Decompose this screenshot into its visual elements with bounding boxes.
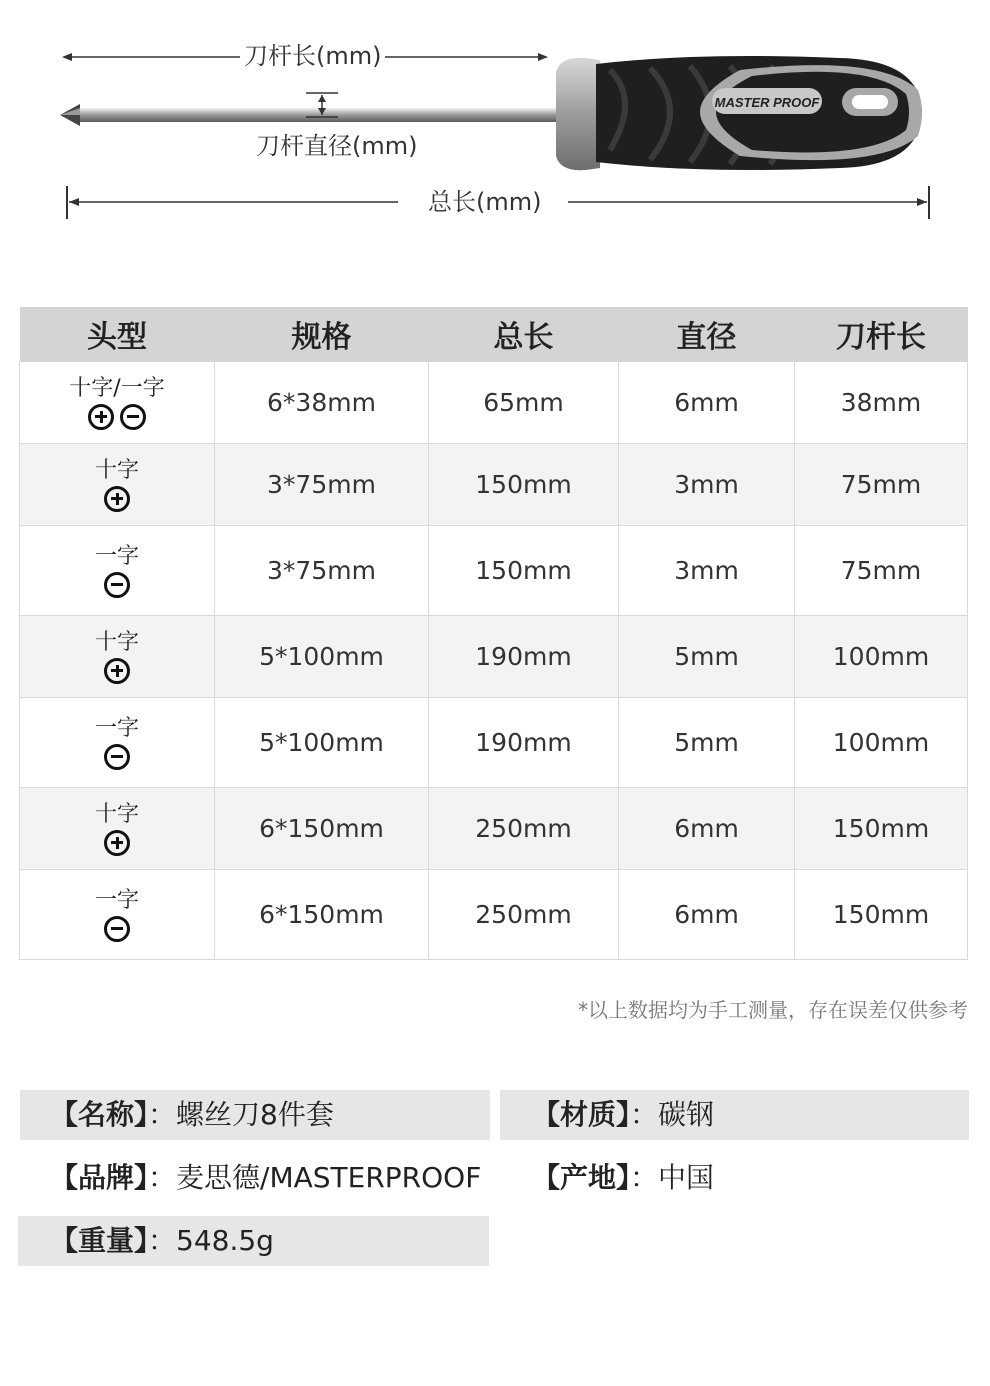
diameter-cell: 5mm (619, 616, 795, 698)
brand-key: 【品牌】 (50, 1161, 149, 1194)
measurement-note: *以上数据均为手工测量，存在误差仅供参考 (578, 998, 968, 1022)
blade-length-cell: 75mm (795, 526, 968, 616)
spec-cell: 6*38mm (215, 362, 429, 444)
name-value: ：螺丝刀8件套 (148, 1098, 334, 1131)
diameter-cell: 6mm (619, 788, 795, 870)
name-key: 【名称】 (50, 1098, 149, 1131)
total-length-cell: 65mm (429, 362, 619, 444)
diameter-cell: 5mm (619, 698, 795, 788)
header-head-type: 头型 (20, 307, 215, 362)
blade-length-cell: 150mm (795, 788, 968, 870)
info-name (50, 1090, 334, 1140)
total-length-cell: 190mm (429, 616, 619, 698)
slotted-icon (104, 916, 130, 942)
brand-logo: MASTER PROOF (714, 95, 820, 110)
blade-diameter-label: 刀杆直径(mm) (252, 131, 421, 161)
spec-cell: 5*100mm (215, 616, 429, 698)
diameter-cell: 3mm (619, 444, 795, 526)
spec-table (19, 307, 968, 960)
origin-key: 【产地】 (532, 1161, 631, 1194)
header-blade-length: 刀杆长 (795, 307, 968, 362)
total-length-cell: 190mm (429, 698, 619, 788)
head-type-cell (20, 444, 215, 526)
phillips-icon (88, 404, 114, 430)
table-header-row (20, 307, 968, 362)
diameter-cell: 6mm (619, 362, 795, 444)
head-type-label: 十字 (94, 457, 139, 483)
phillips-icon (104, 486, 130, 512)
brand-value: ：麦思德/MASTERPROOF (148, 1161, 482, 1194)
spec-cell: 6*150mm (215, 788, 429, 870)
total-length-cell: 150mm (429, 526, 619, 616)
slotted-icon (120, 404, 146, 430)
spec-cell: 5*100mm (215, 698, 429, 788)
table-row (20, 788, 968, 870)
head-type-cell (20, 526, 215, 616)
head-type-cell (20, 616, 215, 698)
material-value: ：碳钢 (630, 1098, 715, 1131)
header-spec: 规格 (215, 307, 429, 362)
table-row (20, 526, 968, 616)
blade-length-label: 刀杆长(mm) (240, 41, 385, 71)
head-type-label: 十字 (94, 801, 139, 827)
info-brand (50, 1153, 481, 1203)
weight-key: 【重量】 (50, 1224, 149, 1257)
diameter-cell: 6mm (619, 870, 795, 960)
blade-length-cell: 100mm (795, 616, 968, 698)
phillips-icon (104, 830, 130, 856)
head-type-cell (20, 870, 215, 960)
weight-value: ：548.5g (148, 1224, 274, 1257)
table-row (20, 444, 968, 526)
blade-length-cell: 100mm (795, 698, 968, 788)
header-diameter: 直径 (619, 307, 795, 362)
head-type-cell (20, 788, 215, 870)
diameter-cell: 3mm (619, 526, 795, 616)
head-type-label: 十字 (94, 629, 139, 655)
head-type-cell (20, 362, 215, 444)
blade-length-cell: 75mm (795, 444, 968, 526)
phillips-icon (104, 658, 130, 684)
info-origin (532, 1153, 714, 1203)
table-row (20, 616, 968, 698)
total-length-cell: 150mm (429, 444, 619, 526)
head-type-cell (20, 698, 215, 788)
total-length-label: 总长(mm) (424, 187, 545, 217)
total-length-cell: 250mm (429, 870, 619, 960)
spec-cell: 3*75mm (215, 526, 429, 616)
total-length-cell: 250mm (429, 788, 619, 870)
origin-value: ：中国 (630, 1161, 715, 1194)
slotted-icon (104, 572, 130, 598)
table-row (20, 698, 968, 788)
table-row (20, 362, 968, 444)
head-type-label: 一字 (94, 887, 139, 913)
head-type-label: 一字 (94, 543, 139, 569)
header-total-length: 总长 (429, 307, 619, 362)
info-material (532, 1090, 714, 1140)
blade-length-cell: 38mm (795, 362, 968, 444)
material-key: 【材质】 (532, 1098, 631, 1131)
blade-length-cell: 150mm (795, 870, 968, 960)
head-type-label: 十字/一字 (69, 375, 165, 401)
head-type-label: 一字 (94, 715, 139, 741)
slotted-icon (104, 744, 130, 770)
spec-cell: 3*75mm (215, 444, 429, 526)
spec-cell: 6*150mm (215, 870, 429, 960)
info-weight (50, 1216, 274, 1266)
table-row (20, 870, 968, 960)
